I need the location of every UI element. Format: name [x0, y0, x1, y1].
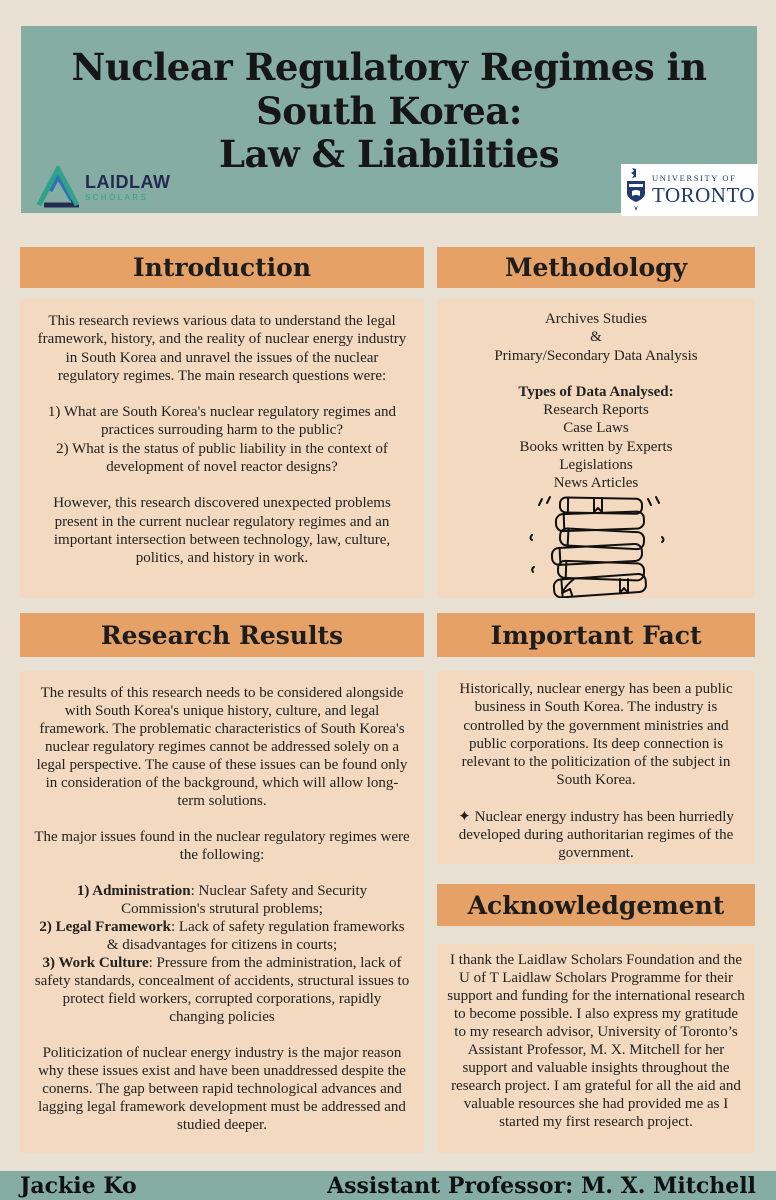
introduction-heading: Introduction: [20, 247, 424, 288]
data-type-item: Books written by Experts: [519, 438, 673, 455]
laidlaw-logo: [35, 166, 170, 208]
uoft-toronto: TORONTO: [652, 182, 756, 207]
uoft-university-of: UNIVERSITY OF: [652, 173, 737, 184]
author-name: Jackie Ko: [20, 1172, 137, 1199]
introduction-paragraph-1: This research reviews various data to understand the legal framework, history, and the reality of nuclear energy industry in South Korea and unravel the issues of the nuclear regulatory regimes. The main research questions were:: [37, 313, 407, 384]
data-types-label: Types of Data Analysed:: [518, 383, 674, 400]
laidlaw-wordmark: [85, 173, 170, 202]
title-line-1: Nuclear Regulatory Regimes in: [71, 45, 707, 89]
fact-paragraph-1: Historically, nuclear energy has been a public business in South Korea. The industry is controlled by the government ministries and public corporations. Its deep connection is relevant to the politicization of the subject in South Korea.: [459, 681, 733, 789]
title-line-2: South Korea:: [256, 88, 522, 133]
acknowledgement-paragraph: I thank the Laidlaw Scholars Foundation and the U of T Laidlaw Scholars Programme for their support and funding for the international research to become possible. I also express my gratitude to my research advisor, University of Toronto’s Assistant Professor, M. X. Mitchell for her support and valuable insights throughout the research project. I am grateful for all the aid and valuable resources she had provided me as I started my first research project.: [447, 952, 745, 1130]
laidlaw-triangle-icon: [35, 166, 79, 208]
uoft-crest-icon: [625, 167, 647, 213]
books-stack-illustration: [516, 495, 676, 598]
laidlaw-name: LAIDLAW: [85, 171, 171, 192]
uoft-wordmark: [652, 174, 755, 206]
results-paragraph-2: The major issues found in the nuclear regulatory regimes were the following:: [34, 829, 410, 863]
introduction-panel: [20, 299, 424, 598]
research-results-heading: Research Results: [20, 613, 424, 657]
uoft-logo: [621, 164, 758, 216]
results-paragraph-1: The results of this research needs to be considered alongside with South Korea's unique history, culture, and legal framework. The problematic characteristics of South Korea's nuclear regulatory regimes cannot be addressed solely on a legal perspective. The cause of these issues can be found only in consideration of the background, which will allow long-term solutions.: [36, 685, 408, 809]
methodology-panel: [437, 299, 755, 598]
results-paragraph-3: Politicization of nuclear energy industry is the major reason why these issues exist and have been unaddressed despite the conerns. The gap between rapid technological advances and lagging legal framework development must be addressed and studied deeper.: [38, 1045, 406, 1133]
introduction-question-1: 1) What are South Korea's nuclear regulatory regimes and practices surrouding harm to the public?: [47, 404, 397, 439]
important-fact-panel: [437, 671, 755, 864]
introduction-question-2: 2) What is the status of public liability in the context of development of novel reactor designs?: [56, 440, 388, 476]
poster-masthead: [21, 26, 757, 213]
research-results-panel: [20, 671, 424, 1153]
data-type-item: Research Reports: [543, 402, 649, 419]
results-issue-2: 2) Legal Framework: Lack of safety regulation frameworks & disadvantages for citizens in courts;: [39, 919, 405, 953]
advisor-name: Assistant Professor: M. X. Mitchell: [327, 1172, 756, 1199]
acknowledgement-panel: [437, 944, 755, 1153]
important-fact-heading: Important Fact: [437, 613, 755, 657]
introduction-paragraph-2: However, this research discovered unexpected problems present in the current nuclear regulatory regimes and an important intersection between technology, law, culture, politics, and history in work.: [53, 495, 391, 567]
results-issue-3: 3) Work Culture: Pressure from the administration, lack of safety standards, concealment of accidents, structural issues to protect field workers, corrupted corporations, rapidly changing policies: [34, 955, 410, 1025]
data-type-item: Legislations: [559, 457, 633, 474]
fact-bullet: ✦ Nuclear energy industry has been hurriedly developed during authoritarian regimes of the government.: [458, 808, 734, 862]
results-issue-1: 1) Administration: Nuclear Safety and Security Commission's strutural problems;: [76, 883, 368, 917]
acknowledgement-heading: Acknowledgement: [437, 884, 755, 926]
methodology-line: Archives Studies: [544, 311, 648, 327]
data-type-item: Case Laws: [563, 420, 629, 437]
poster-footer: [0, 1171, 776, 1200]
title-line-3: Law & Liabilities: [218, 132, 560, 177]
methodology-line: &: [590, 329, 602, 346]
methodology-line: Primary/Secondary Data Analysis: [494, 347, 698, 364]
methodology-heading: Methodology: [437, 247, 755, 288]
four-pointed-star-icon: ✦: [458, 808, 471, 825]
laidlaw-subtitle: SCHOLARS: [85, 192, 149, 202]
poster-title: [61, 46, 717, 177]
data-type-item: News Articles: [553, 475, 639, 492]
